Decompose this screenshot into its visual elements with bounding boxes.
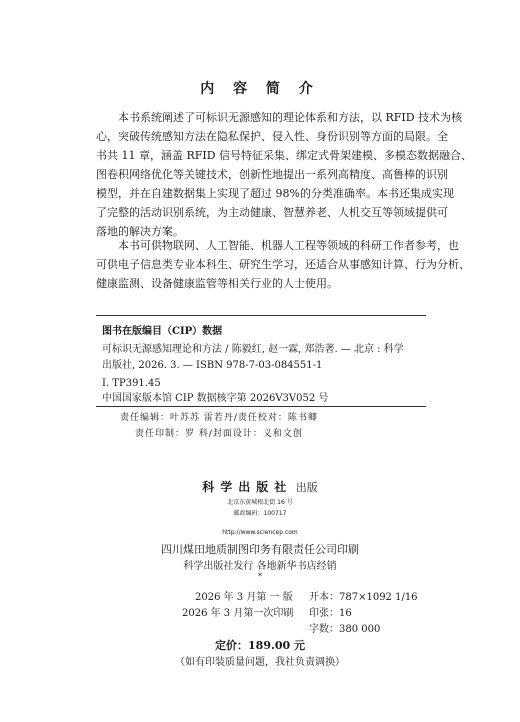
publisher-suffix: 出版 [295, 481, 318, 494]
text-line: 图卷积网络优化等关键技术，创新性地提出一系列高精度、高鲁棒的识别 [96, 168, 448, 181]
quality-note: （如有印装质量问题，我社负责调换） [175, 657, 345, 668]
cip-record-line: 可标识无源感知理论和方法 / 陈毅红, 赵一霖, 郑浩著. — 北京 : 科学 [102, 344, 404, 355]
cip-classification: I. TP391.45 [102, 378, 161, 389]
format-info: 开本：787×1092 1/16 [309, 592, 418, 603]
cip-bottom-divider [96, 406, 426, 407]
publisher-website: http://www.sciencep.com [222, 529, 298, 536]
publisher-address: 北京东黄城根北街 16 号 [227, 499, 293, 506]
text-line: 了完整的活动识别系统，为主动健康、智慧养老、人机交互等领域提供可 [96, 206, 448, 219]
page-title: 内 容 简 介 [200, 81, 320, 97]
publisher-logo: 科学出版社 [202, 480, 293, 494]
editor-credits: 责任编辑：叶苏苏 雷若丹/责任校对：陈书卿 [120, 413, 318, 423]
printer-line: 四川煤田地质制图印务有限责任公司印刷 [161, 543, 359, 556]
cip-record-id: 中国国家版本馆 CIP 数据核字第 2026V3V052 号 [102, 393, 329, 404]
text-line: 落地的解决方案。 [96, 225, 184, 238]
distribution-line: 科学出版社发行 各地新华书店经销 [183, 561, 337, 572]
publisher-line [0, 478, 520, 495]
text-line: 模型，并在自建数据集上实现了超过 98%的分类准确率。本书还集成实现 [96, 187, 454, 200]
cip-top-divider [96, 315, 426, 316]
edition-info: 2026 年 3 月第 一 版 [195, 592, 293, 603]
text-line: 健康监测、设备健康监管等相关行业的人士使用。 [96, 277, 338, 290]
text-line: 心，突破传统感知方法在隐私保护、侵入性、身份识别等方面的局限。全 [96, 130, 448, 143]
price: 定价：189.00 元 [215, 639, 305, 652]
cip-heading: 图书在版编目（CIP）数据 [102, 326, 223, 337]
word-count: 字数：380 000 [309, 624, 381, 635]
text-line: 书共 11 章，涵盖 RFID 信号特征采集、绑定式骨架建模、多模态数据融合、 [96, 149, 473, 162]
sheets-info: 印张：16 [309, 608, 352, 619]
cip-record-line: 出版社, 2026. 3. — ISBN 978-7-03-084551-1 [102, 360, 323, 371]
text-line: 本书可供物联网、人工智能、机器人工程等领域的科研工作者参考，也 [118, 239, 459, 252]
summary-paragraph-1 [96, 108, 473, 241]
separator-star: * [258, 572, 262, 581]
publisher-postcode: 邮政编码：100717 [233, 510, 287, 517]
text-line: 本书系统阐述了可标识无源感知的理论体系和方法，以 RFID 技术为核 [118, 111, 463, 124]
printing-info: 2026 年 3 月第一次印刷 [182, 608, 294, 619]
summary-paragraph-2 [96, 236, 470, 293]
production-credits: 责任印制：罗 科/封面设计：义和文创 [135, 429, 303, 439]
text-line: 可供电子信息类专业本科生、研究生学习，还适合从事感知计算、行为分析、 [96, 258, 470, 271]
cip-record [102, 342, 432, 374]
